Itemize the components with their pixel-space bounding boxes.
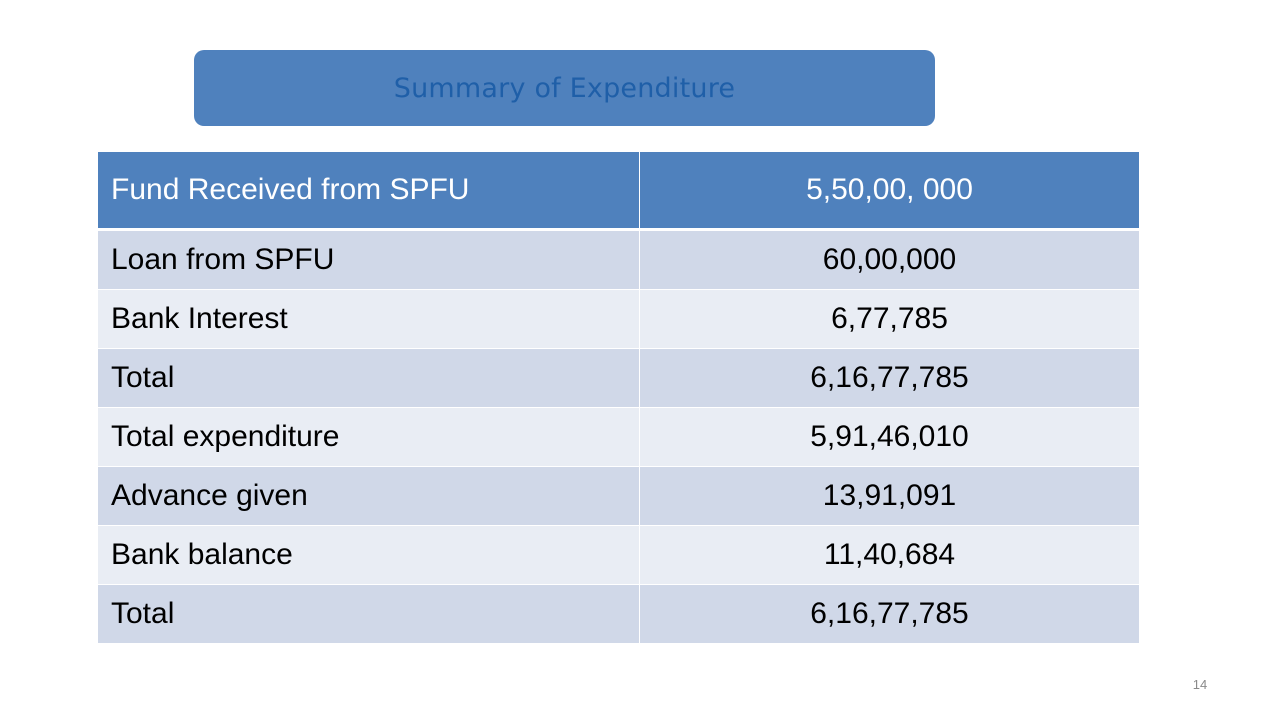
header-label-cell: Fund Received from SPFU [98, 152, 640, 230]
row-label-cell: Bank balance [98, 526, 640, 585]
row-label-cell: Loan from SPFU [98, 230, 640, 290]
row-value-cell: 6,16,77,785 [640, 349, 1140, 408]
table-row [98, 526, 1140, 585]
row-value-cell: 13,91,091 [640, 467, 1140, 526]
table-row [98, 467, 1140, 526]
row-label-cell: Bank Interest [98, 290, 640, 349]
table-row [98, 585, 1140, 644]
row-value-cell: 5,91,46,010 [640, 408, 1140, 467]
table-row [98, 230, 1140, 290]
table-row [98, 349, 1140, 408]
table-row [98, 408, 1140, 467]
row-label-cell: Total expenditure [98, 408, 640, 467]
row-value-cell: 6,16,77,785 [640, 585, 1140, 644]
header-value-cell: 5,50,00, 000 [640, 152, 1140, 230]
row-label-cell: Total [98, 349, 640, 408]
title-banner [194, 50, 935, 126]
row-label-cell: Total [98, 585, 640, 644]
row-value-cell: 11,40,684 [640, 526, 1140, 585]
page-number: 14 [1192, 677, 1208, 692]
table-row [98, 290, 1140, 349]
expenditure-table [97, 151, 1140, 644]
row-label-cell: Advance given [98, 467, 640, 526]
slide-title: Summary of Expenditure [393, 72, 736, 104]
row-value-cell: 6,77,785 [640, 290, 1140, 349]
table-header-row [98, 152, 1140, 230]
row-value-cell: 60,00,000 [640, 230, 1140, 290]
